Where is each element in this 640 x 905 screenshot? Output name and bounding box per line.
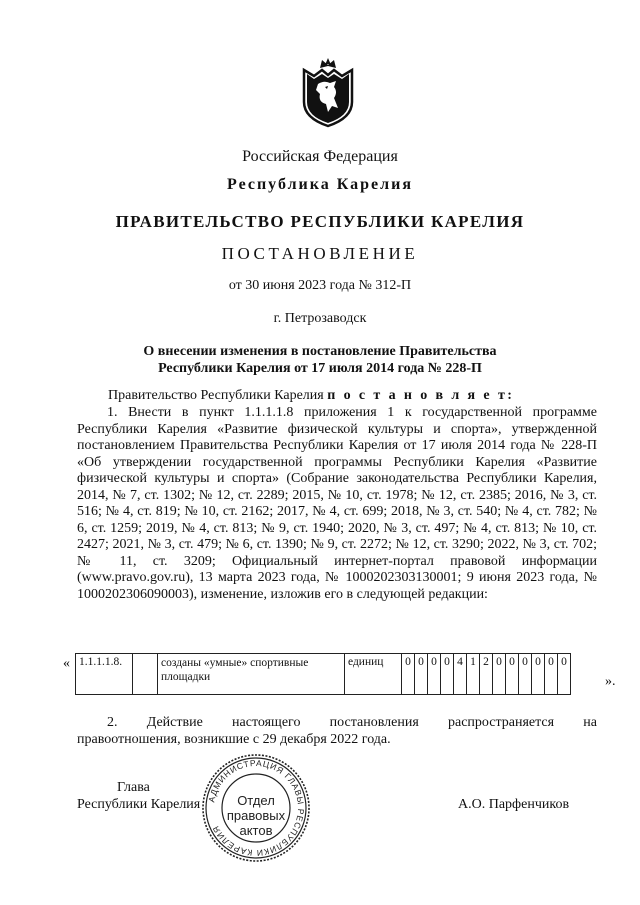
value-cell: 0 bbox=[519, 654, 532, 695]
signatory-organization: Республики Карелия bbox=[77, 797, 201, 812]
value-cell: 4 bbox=[454, 654, 467, 695]
intro-line bbox=[108, 388, 514, 404]
value-cell: 1 bbox=[467, 654, 480, 695]
value-cell: 0 bbox=[506, 654, 519, 695]
blank-cell bbox=[133, 654, 158, 695]
stamp-ring-text: АДМИНИСТРАЦИЯ ГЛАВЫ РЕСПУБЛИКИ КАРЕЛИЯ bbox=[206, 757, 307, 859]
value-cell: 0 bbox=[545, 654, 558, 695]
indicator-table bbox=[75, 653, 571, 695]
country-name: Российская Федерация bbox=[242, 148, 398, 165]
signatory-title: Глава bbox=[117, 780, 150, 795]
value-cell: 0 bbox=[441, 654, 454, 695]
indicator-name: созданы «умные» спортивные площадки bbox=[158, 654, 345, 695]
item-2-line-1: 2. Действие настоящего постановления распространяется на bbox=[107, 715, 597, 730]
value-cell: 0 bbox=[402, 654, 415, 695]
value-cell: 0 bbox=[558, 654, 571, 695]
government-title: ПРАВИТЕЛЬСТВО РЕСПУБЛИКИ КАРЕЛИЯ bbox=[115, 212, 525, 231]
value-cell: 0 bbox=[415, 654, 428, 695]
quote-open: « bbox=[63, 656, 70, 671]
intro-colon: : bbox=[507, 388, 515, 403]
coat-of-arms-emblem bbox=[298, 56, 358, 128]
indicator-unit: единиц bbox=[345, 654, 402, 695]
item-2-paragraph bbox=[77, 714, 597, 748]
table-row bbox=[76, 654, 571, 695]
stamp-line-3: актов bbox=[239, 823, 273, 838]
item-2-line-2: правоотношения, возникшие с 29 декабря 2022 года. bbox=[77, 732, 391, 747]
stamp-line-2: правовых bbox=[226, 808, 286, 823]
value-cell: 0 bbox=[428, 654, 441, 695]
signatory-name: А.О. Парфенчиков bbox=[458, 797, 570, 812]
stamp-line-1: Отдел bbox=[237, 793, 275, 808]
decree-word: п о с т а н о в л я е т bbox=[327, 388, 508, 403]
intro-text: Правительство Республики Карелия bbox=[108, 388, 328, 403]
document-subject bbox=[0, 343, 640, 377]
value-cell: 0 bbox=[532, 654, 545, 695]
date-number-line: от 30 июня 2023 года № 312-П bbox=[228, 278, 412, 293]
quote-close: ». bbox=[605, 674, 616, 689]
subject-line-1: О внесении изменения в постановление Правительства bbox=[143, 344, 497, 359]
city-name: г. Петрозаводск bbox=[273, 311, 367, 326]
stamp-center-text bbox=[200, 793, 312, 838]
indicator-code: 1.1.1.1.8. bbox=[76, 654, 133, 695]
subject-line-2: Республики Карелия от 17 июля 2014 года № 228-П bbox=[158, 361, 482, 376]
item-1-paragraph bbox=[77, 405, 597, 603]
document-type: ПОСТАНОВЛЕНИЕ bbox=[221, 244, 419, 263]
item-1-text: 1. Внести в пункт 1.1.1.1.8 приложения 1 к государственной программе Республики Карелия «Развитие физической культуры и спорта», утвержденной постановлением Правительства Республики Карелия от 17 июля 2014 года № 228-П «Об утверждении государственной программы Республики Карелия «Развитие физической культуры и спорта» (Собрание законодательства Республики Карелия, 2014, № 7, ст. 1302; № 12, ст. 2289; 2015, № 10, ст. 1978; № 12, ст. 2385; 2016, № 3, ст. 516; № 4, ст. 819; № 10, ст. 2162; 2017, № 4, ст. 699; 2018, № 3, ст. 540; № 4, ст. 782; № 6, ст. 1259; 2019, № 4, ст. 813; № 9, ст. 1940; 2020, № 3, ст. 497; № 4, ст. 813; № 10, ст. 2427; 2021, № 3, ст. 479; № 6, ст. 1390; № 9, ст. 2272; № 12, ст. 3290; 2022, № 3, ст. 702; № 11, ст. 3209; Официальный интернет-портал правовой информации (www.pravo.gov.ru), 13 марта 2023 года, № 1000202303130001; 9 июня 2023 года, № 1000202306090003), изменение, изложив его в следующей редакции: bbox=[77, 405, 597, 602]
value-cell: 0 bbox=[493, 654, 506, 695]
value-cell: 2 bbox=[480, 654, 493, 695]
republic-name: Республика Карелия bbox=[227, 176, 413, 193]
